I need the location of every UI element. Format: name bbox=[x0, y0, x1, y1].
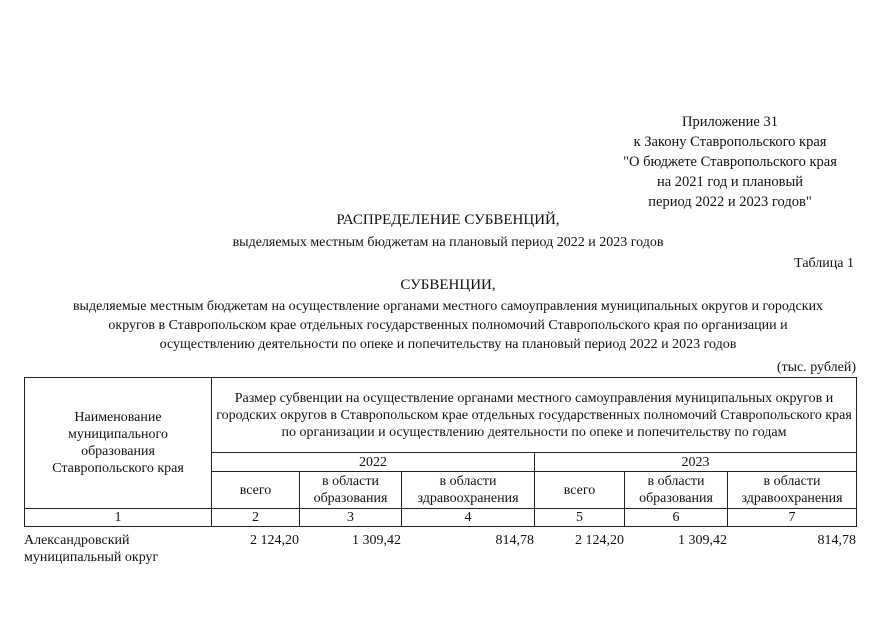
column-number: 1 bbox=[25, 509, 212, 527]
column-number: 4 bbox=[402, 509, 535, 527]
annex-line: Приложение 31 bbox=[682, 114, 778, 130]
subvention-table bbox=[24, 377, 857, 527]
value-2022-health: 814,78 bbox=[495, 533, 534, 548]
column-number: 2 bbox=[212, 509, 300, 527]
annex-line: "О бюджете Ставропольского края bbox=[623, 154, 837, 170]
column-number: 6 bbox=[625, 509, 728, 527]
value-2023-total: 2 124,20 bbox=[575, 533, 624, 548]
distribution-title: РАСПРЕДЕЛЕНИЕ СУБВЕНЦИЙ, bbox=[336, 212, 560, 228]
header-line: здравоохранения bbox=[741, 491, 843, 506]
header-line: в области bbox=[763, 474, 821, 489]
header-line: Наименование bbox=[74, 410, 162, 425]
annex-line: к Закону Ставропольского края bbox=[633, 134, 827, 150]
header-line: образования bbox=[313, 491, 388, 506]
column-number: 3 bbox=[300, 509, 402, 527]
education-header-2022 bbox=[300, 472, 402, 509]
name-line: муниципальный округ bbox=[24, 550, 159, 565]
value-2022-education: 1 309,42 bbox=[352, 533, 401, 548]
municipality-name bbox=[24, 532, 158, 566]
value-2023-education: 1 309,42 bbox=[678, 533, 727, 548]
header-line: муниципального bbox=[68, 427, 168, 442]
name-line: Александровский bbox=[24, 533, 130, 548]
header-line: Ставропольского края bbox=[52, 461, 184, 476]
health-header-2023 bbox=[728, 472, 857, 509]
header-line: в области bbox=[439, 474, 497, 489]
total-header-2022: всего bbox=[212, 472, 300, 509]
header-line: в области bbox=[322, 474, 379, 489]
column-number: 5 bbox=[535, 509, 625, 527]
year-2022-header: 2022 bbox=[212, 453, 535, 472]
header-line: образования bbox=[81, 444, 155, 459]
health-header-2022 bbox=[402, 472, 535, 509]
distribution-subtitle: выделяемых местным бюджетам на плановый период 2022 и 2023 годов bbox=[232, 235, 664, 250]
column-number: 7 bbox=[728, 509, 857, 527]
annex-line: период 2022 и 2023 годов" bbox=[648, 194, 812, 210]
subtitle-line: округов в Ставропольском крае отдельных государственных полномочий Ставропольского края по организации и bbox=[108, 318, 788, 333]
header-line: здравоохранения bbox=[417, 491, 519, 506]
year-2023-header: 2023 bbox=[535, 453, 857, 472]
subtitle-line: выделяемые местным бюджетам на осуществление органами местного самоуправления муниципальных округов и городских bbox=[72, 299, 824, 314]
header-line: в области bbox=[647, 474, 705, 489]
total-header-2023: всего bbox=[535, 472, 625, 509]
value-2023-health: 814,78 bbox=[817, 533, 856, 548]
education-header-2023 bbox=[625, 472, 728, 509]
annex-block bbox=[600, 112, 860, 212]
subventions-title: СУБВЕНЦИИ, bbox=[400, 277, 496, 293]
value-2022-total: 2 124,20 bbox=[250, 533, 299, 548]
subtitle-line: осуществлению деятельности по опеке и попечительству на плановый период 2022 и 2023 годов bbox=[159, 337, 737, 352]
header-line: образования bbox=[639, 491, 713, 506]
municipality-name-header bbox=[25, 378, 212, 509]
subvention-size-header: Размер субвенции на осуществление органами местного самоуправления муниципальных округов и городских округов в Ставропольском крае отдельных государственных полномочий Ставропольского края по организации и осуществлению деятельности по опеке и попечительству по годам bbox=[212, 378, 857, 453]
annex-line: на 2021 год и плановый bbox=[656, 174, 804, 190]
units-label: (тыс. рублей) bbox=[776, 360, 856, 375]
subventions-subtitle bbox=[30, 297, 866, 354]
table-number-label: Таблица 1 bbox=[794, 256, 854, 271]
